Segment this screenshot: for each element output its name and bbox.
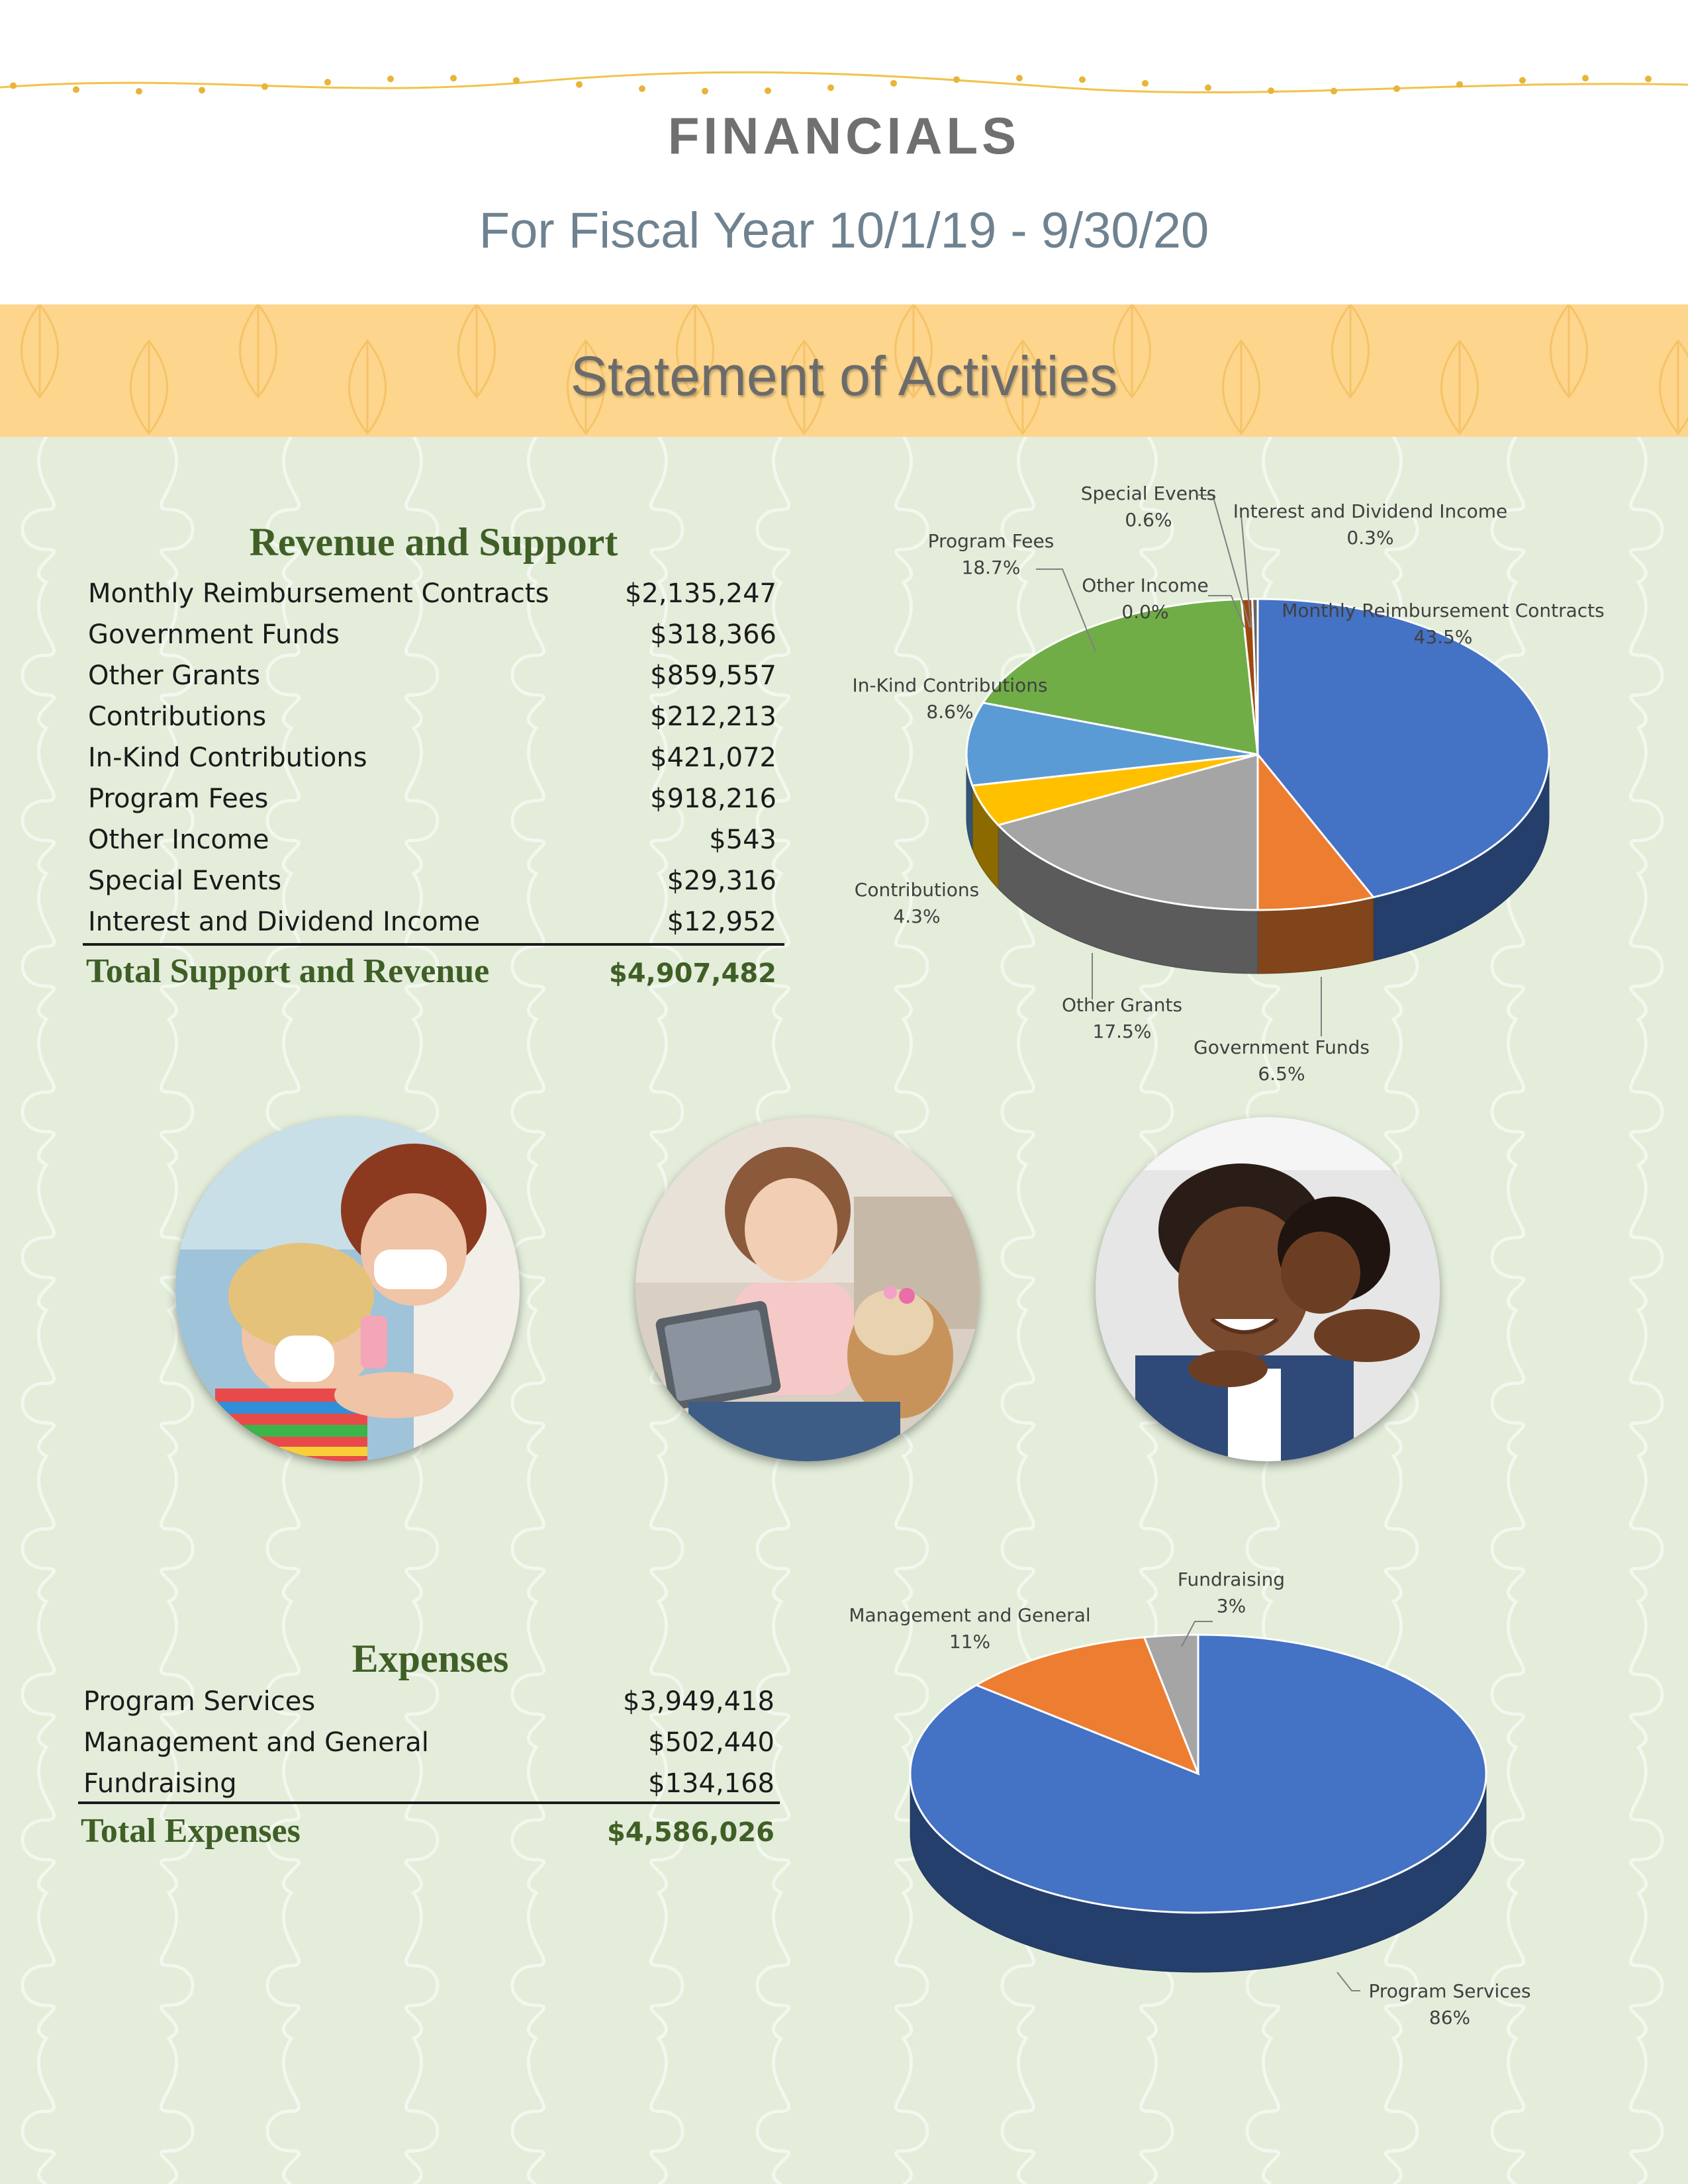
pie-slice-label: Program Services (1368, 1980, 1531, 2002)
pie-slice-label: Other Grants (1061, 994, 1183, 1016)
expenses-table (83, 1682, 774, 1807)
pie-slice-label: In-Kind Contributions (852, 674, 1048, 696)
page-title: FINANCIALS (667, 107, 1021, 165)
pie-slice-percent: 86% (1429, 2007, 1471, 2028)
photo-girl-tablet (635, 1117, 980, 1461)
revenue-row: Other Income $543 (88, 825, 776, 855)
revenue-row: Monthly Reimbursement Contracts $2,135,247 (88, 578, 776, 609)
expenses-total-amount: $4,586,026 (606, 1817, 774, 1848)
expenses-pie-chart (834, 1549, 1688, 2052)
pie-slice-percent: 18.7% (961, 557, 1021, 578)
revenue-row: Special Events $29,316 (88, 866, 776, 896)
pie-slice-percent: 6.5% (1258, 1063, 1305, 1085)
pie-slice-percent: 11% (949, 1631, 991, 1653)
banner (0, 304, 1688, 437)
expense-row: Management and General $502,440 (83, 1727, 774, 1758)
pie-slice-percent: 8.6% (926, 701, 974, 723)
revenue-row: Interest and Dividend Income $12,952 (88, 907, 776, 937)
revenue-total-label: Total Support and Revenue (86, 952, 490, 990)
pie-slice-percent: 0.6% (1125, 509, 1172, 531)
revenue-row: Contributions $212,213 (88, 702, 776, 732)
photo-child-handwashing (175, 1117, 520, 1461)
revenue-row: In-Kind Contributions $421,072 (88, 743, 776, 773)
revenue-total-rule (83, 943, 784, 946)
photo-father-son (1096, 1117, 1440, 1461)
expense-row: Program Services $3,949,418 (83, 1686, 774, 1717)
pie-slice-label: Contributions (854, 879, 980, 901)
pie-slice-percent: 0.3% (1346, 527, 1394, 549)
revenue-heading: Revenue and Support (249, 520, 618, 564)
pie-slice-label: Fundraising (1177, 1569, 1286, 1590)
pie-slice-label: Government Funds (1194, 1036, 1370, 1058)
expense-row: Fundraising $134,168 (83, 1768, 774, 1799)
pie-slice-label: Management and General (849, 1604, 1091, 1626)
pie-slice-percent: 0.0% (1121, 601, 1169, 623)
pie-slice-label: Monthly Reimbursement Contracts (1282, 600, 1605, 621)
revenue-row: Program Fees $918,216 (88, 784, 776, 814)
pie-slice-label: Special Events (1080, 482, 1217, 504)
expenses-total-rule (78, 1801, 780, 1804)
pie-slice-label: Program Fees (927, 530, 1055, 552)
revenue-pie-chart (834, 463, 1688, 1112)
banner-title: Statement of Activities (570, 345, 1118, 407)
string-lights-decoration (0, 53, 1688, 99)
pie-slice-percent: 4.3% (893, 905, 941, 927)
revenue-row: Other Grants $859,557 (88, 660, 776, 691)
pie-leader-line (1337, 1972, 1360, 1991)
expenses-total-label: Total Expenses (81, 1812, 301, 1850)
pie-slice-label: Interest and Dividend Income (1233, 500, 1508, 522)
pie-slice-percent: 3% (1216, 1595, 1246, 1617)
expenses-heading: Expenses (352, 1637, 509, 1680)
pie-slice-percent: 17.5% (1092, 1021, 1152, 1042)
pie-slice-percent: 43.5% (1413, 626, 1473, 648)
revenue-row: Government Funds $318,366 (88, 619, 776, 650)
revenue-table (88, 574, 776, 944)
revenue-total-amount: $4,907,482 (608, 958, 776, 989)
fiscal-year-subtitle: For Fiscal Year 10/1/19 - 9/30/20 (479, 203, 1209, 259)
pie-slice-label: Other Income (1082, 574, 1209, 596)
